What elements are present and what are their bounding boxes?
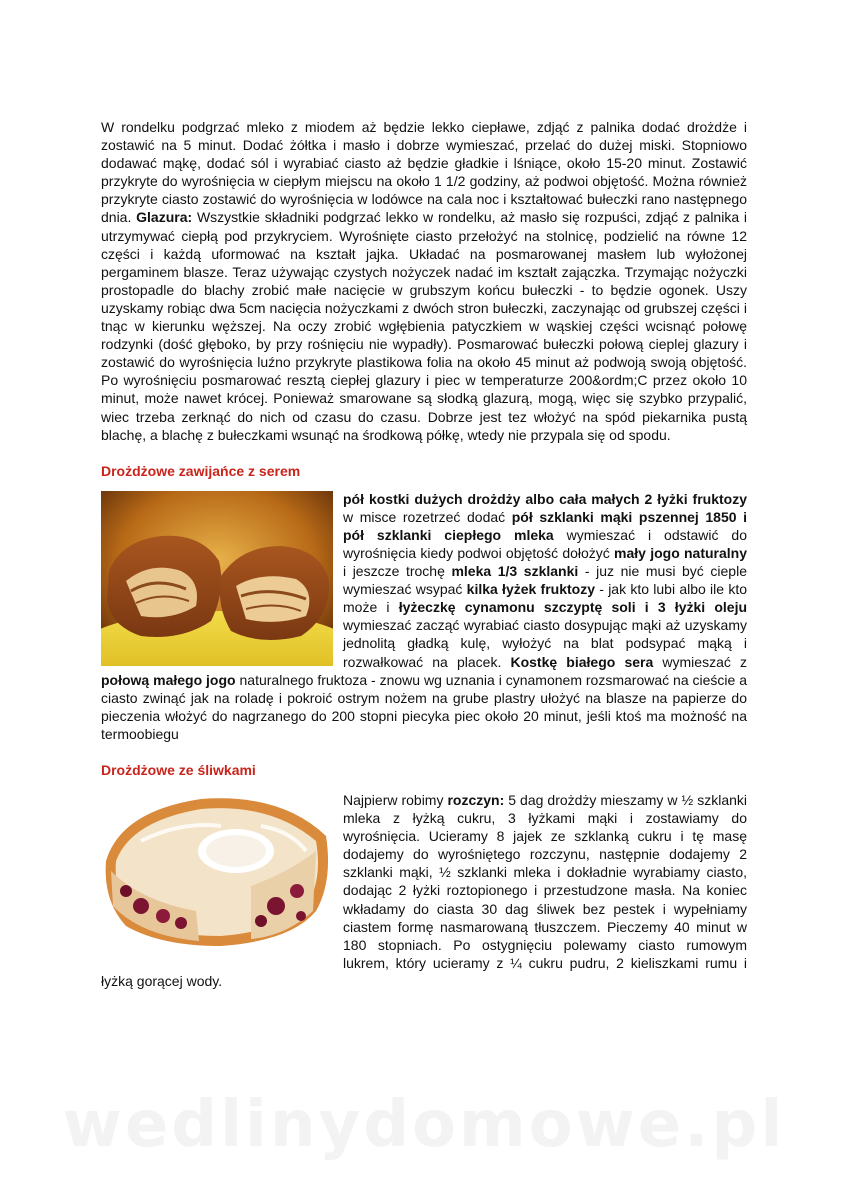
section-title-zawijance: Drożdżowe zawijańce z serem — [101, 462, 301, 479]
section-sliwki — [101, 791, 747, 990]
glazura-label: Glazura: — [136, 209, 193, 226]
document-page — [101, 118, 747, 990]
intro-text-2: Wszystkie składniki podgrzać lekko w rondelku, aż masło się rozpuści, zdjąć z palnika i utrzymywać ciepłą pod przykryciem. Wyrośnięte ciasto przełożyć na stolnicę, podzielić na równe 12 części i każdą uformować na kształt jajka. Układać na posmarowanej masłem lub wyłożonej pergaminem blasze. Teraz używając czystych nożyczek nadać im kształt zajączka. Trzymając nożyczki prostopadle do blachy zrobić małe nacięcie w grubszym końcu bułeczki - to będzie ogonek. Uszy uzyskamy robiąc dwa 5cm nacięcia nożyczkami z dwóch stron bułeczki, zaczynając od grubszej części i tnąc w kierunku węższej. Na oczy zrobić wgłębienia patyczkiem w wąskiej części wcisnąć połowę rodzynki (dość głęboko, by przy rośnięciu nie wypadły). Posmarować bułeczki połową cieplej glazury i zostawić do wyrośnięcia luźno przykryte plastikowa folia na około 45 minut aż podwoją swoją objętość. Po wyrośnięciu posmarować resztą ciepłej glazury i piec w temperaturze 200&ordm;C przez około 10 minut, może nawet krócej. Ponieważ smarowane są słodką glazurą, mogą, więc się szybko przypalić, wiec trzeba zerknąć do nich od czasu do czasu. Dobrze jest tez włożyć na spód piekarnika pustą blachę, a blachę z bułeczkami wsunąć na środkową półkę, wtedy nie przypala się od spodu. — [101, 209, 747, 443]
section-title-sliwki: Drożdżowe ze śliwkami — [101, 762, 256, 778]
recipe-zawijance-text: pół kostki dużych drożdży albo cała małych 2 łyżki fruktozy w misce rozetrzeć dodać pół szklanki mąki pszennej 1850 i pół szklanki ciepłego mleka wymieszać i odstawić do wyrośnięcia kiedy podwoi objętość dołożyć mały jogo naturalny i jeszcze trochę mleka 1/3 szklanki - juz nie musi być cieple wymieszać wsypać kilka łyżek fruktozy - jak kto lubi albo ile kto może i łyżeczkę cynamonu szczyptę soli i 3 łyżki oleju wymieszać zacząć wyrabiać ciasto dosypując mąki aż uzyskamy jednolitą gładką kulę, wyłożyć na blat podsypać mąką i rozwałkować na placek. Kostkę białego sera wymieszać z połową małego jogo naturalnego fruktoza - znowu wg uznania i cynamonem rozsmarować na cieście a ciasto zwinąć jak na roladę i pokroić ostrym nożem na grube plastry ułożyć na blasze na papierze do pieczenia włożyć do nagrzanego do 200 stopni piecyka piec około 20 minut, jeśli ktoś ma możność na termoobiegu — [101, 490, 748, 742]
intro-paragraph — [101, 118, 747, 444]
intro-text-1: W rondelku podgrzać mleko z miodem aż będzie lekko ciepławe, zdjąć z palnika dodać drożdże i zostawić na 5 minut. Dodać żółtka i masło i dobrze wymieszać, przelać do dużej miski. Stopniowo dodawać mąkę, dodać sól i wyrabiać ciasto aż będzie gładkie i lśniące, około 15-20 minut. Zostawić przykryte do wyrośnięcia w ciepłym miejscu na około 1 1/2 godziny, aż podwoi objętość. Można również przykryte ciasto zostawić do wyrośnięcia w lodówce na cala noc i kształtować bułeczki rano następnego dnia. — [101, 119, 747, 226]
watermark: wedlinydomowe.pl — [62, 1088, 786, 1162]
recipe-sliwki-text: Najpierw robimy rozczyn: 5 dag drożdży mieszamy w ½ szklanki mleka z łyżką cukru, 3 łyżkami mąki i zostawiamy do wyrośnięcia. Ucieramy 8 jajek ze szklanką cukru i tę masę dodajemy do wyrośniętego rozczynu, następnie dodajemy 2 szklanki mąki, ½ szklanki mleka i dokładnie wyrabiamy ciasto, dodając 2 łyżki roztopionego i przestudzone masła. Na koniec wkładamy do ciasta 30 dag śliwek bez pestek i wypełniamy ciastem formę nasmarowaną tłuszczem. Pieczemy 40 minut w 180 stopniach. Po ostygnięciu polewamy ciasto rumowym lukrem, który ucieramy z ¼ cukru pudru, 2 kieliszkami rumu i łyżką gorącej wody. — [101, 792, 747, 989]
photo-cheese-rolls — [101, 491, 333, 666]
section-zawijance — [101, 490, 747, 743]
photo-plum-cake — [101, 791, 333, 951]
